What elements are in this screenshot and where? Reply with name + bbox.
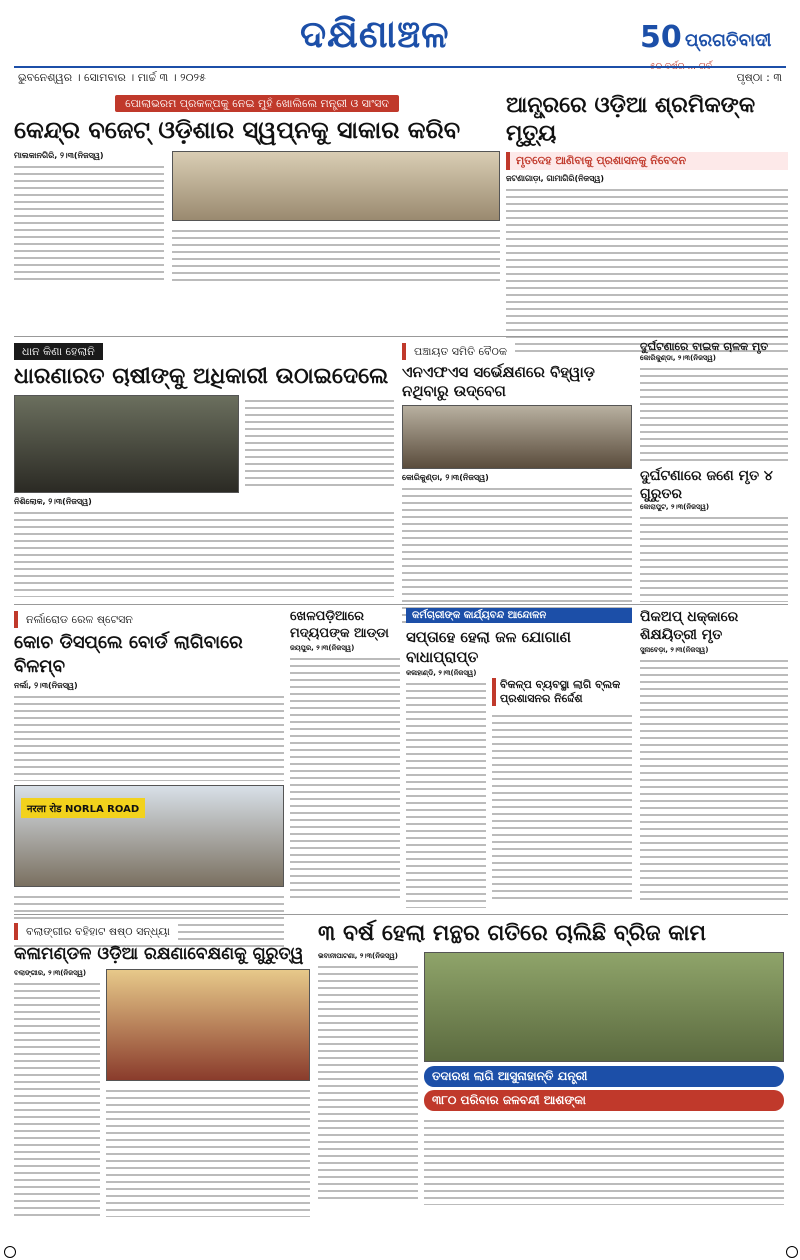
right-column [640, 340, 788, 600]
story-body [290, 653, 400, 903]
story-kalamandal [14, 920, 310, 1240]
story-pickup [640, 608, 788, 908]
story-photo [172, 151, 500, 221]
section-title: ଦକ୍ଷିଣାଞ୍ଚଳ [300, 12, 450, 56]
story-body-cont [106, 1085, 310, 1217]
story-headline[interactable]: ପିକଅପ୍ ଧକ୍କାରେ ଶିକ୍ଷୟିତ୍ରୀ ମୃତ [640, 609, 739, 643]
story-dateline: ମାଲକାନଗିରି, ୨।୩(ନିଜସ୍ୱ) [14, 151, 104, 160]
page-number: ପୃଷ୍ଠା : ୩ [736, 71, 782, 84]
date-text: ଭୁବନେଶ୍ୱର । ସୋମବାର । ମାର୍ଚ୍ଚ ୩ । ୨୦୨୫ [18, 71, 206, 84]
masthead [0, 0, 800, 88]
station-sign: नरला रोड NORLA ROAD [21, 798, 145, 818]
story-dateline: ନିଶିଲୋକ, ୨।୩(ନିଜସ୍ୱ) [14, 497, 92, 506]
story-body-cont [14, 507, 394, 597]
story-paddy [14, 340, 394, 600]
story-photo [402, 405, 632, 469]
story-dateline: କୋରିକୁଣ୍ଡା, ୨।୩(ନିଜସ୍ୱ) [640, 354, 716, 362]
story-subhead: ମୃତଦେହ ଆଣିବାକୁ ପ୍ରଶାସନକୁ ନିବେଦନ [506, 152, 788, 170]
story-body [14, 161, 164, 281]
registration-mark [786, 1246, 798, 1258]
story-water [406, 608, 632, 908]
story-body-cont [492, 710, 632, 900]
story-nfs [402, 340, 632, 600]
logo-tagline: ୫୦ ବର୍ଷର ... ଗର୍ବ [650, 62, 712, 72]
story-dateline: ଭବାନୀପାଟଣା, ୨।୩(ନିଜସ୍ୱ) [318, 952, 398, 960]
story-body [640, 363, 788, 463]
story-andhra [506, 92, 788, 332]
story-body-cont [172, 225, 500, 285]
story-headline[interactable]: କୋଚ ଡିସପ୍ଲେ ବୋର୍ଡ ଲାଗିବାରେ ବିଳମ୍ବ [14, 632, 243, 677]
story-budget [14, 92, 500, 332]
story-kicker: ଧାନ କିଣା ହେଲାନି [14, 343, 103, 360]
story-dateline: ସୁନାବେଡ଼ା, ୨।୩(ନିଜସ୍ୱ) [640, 646, 709, 654]
story-photo [106, 969, 310, 1081]
story-headline[interactable]: ଖେଳପଡ଼ିଆରେ ମଦ୍ୟପଙ୍କ ଆଡ୍ଡା [290, 609, 389, 641]
anniversary-logo: 50 [640, 20, 682, 55]
story-headline[interactable]: ୩ ବର୍ଷ ହେଲା ମନ୍ଥର ଗତିରେ ଚାଲିଛି ବ୍ରିଜ କାମ [318, 921, 706, 946]
story-kicker: ନର୍ଲାରୋଡ ରେଳ ଷ୍ଟେସନ [14, 611, 141, 628]
story-kicker: ବଲାଙ୍ଗୀର ବହିହାଟ ଷଷ୍ଠ ସନ୍ଧ୍ୟା [14, 923, 178, 940]
story-kicker: ପୋଲାଭରମ ପ୍ରକଳ୍ପକୁ ନେଇ ମୁହଁ ଖୋଲିଲେ ମନ୍ତ୍ରୀ ଓ ସାଂସଦ [115, 95, 399, 112]
photo-caption-1: ତଦାରଖ ଲାଗି ଆସୁନାହାନ୍ତି ଯନ୍ତ୍ରୀ [424, 1066, 784, 1087]
photo-caption-2: ୩୮୦ ପରିବାର ଜଳବନ୍ଦୀ ଆଶଙ୍କା [424, 1090, 784, 1111]
story-headline-2[interactable]: ଦୁର୍ଘଟଣାରେ ଜଣେ ମୃତ ୪ ଗୁରୁତର [640, 468, 773, 502]
story-body [14, 691, 284, 781]
story-body [245, 395, 394, 491]
station-photo [14, 785, 284, 887]
story-dateline: ନର୍ଲା, ୨।୩(ନିଜସ୍ୱ) [14, 681, 78, 690]
story-photo [14, 395, 239, 493]
story-dateline-2: କୋରାପୁଟ, ୨।୩(ନିଜସ୍ୱ) [640, 503, 710, 511]
divider [14, 336, 788, 337]
story-kicker: କର୍ମଚାରୀଙ୍କ କାର୍ଯ୍ୟବନ୍ଦ ଆନ୍ଦୋଳନ [406, 608, 632, 623]
story-dateline: ଜୟପୁର, ୨।୩(ନିଜସ୍ୱ) [290, 644, 355, 652]
story-body [14, 978, 100, 1218]
story-body [318, 961, 418, 1201]
story-headline[interactable]: ଏନଏଫଏସ ସର୍ଭେକ୍ଷଣରେ ବିହ୍ୱାଡ଼ ନଥିବାରୁ ଉଦ୍‌ବେଗ [402, 363, 595, 400]
story-dateline: ବଲାଙ୍ଗୀର, ୨।୩(ନିଜସ୍ୱ) [14, 969, 87, 977]
story-body [406, 678, 486, 908]
story-kicker: ପଞ୍ଚାୟତ ସମିତି ବୈଠକ [402, 343, 515, 360]
story-dateline: କୋରିକୁଣ୍ଡା, ୨।୩(ନିଜସ୍ୱ) [402, 473, 489, 482]
story-bridge [318, 920, 788, 1240]
registration-mark [4, 1246, 16, 1258]
story-body [402, 483, 632, 623]
story-station [14, 608, 284, 908]
story-headline[interactable]: କଳାମଣ୍ଡଳ ଓଡ଼ିଆ ରକ୍ଷଣାବେକ୍ଷଣକୁ ଗୁରୁତ୍ୱ [14, 944, 304, 964]
newspaper-name: ପ୍ରଗତିବାଦୀ [685, 30, 772, 51]
story-headline[interactable]: ସପ୍ତାହେ ହେଲା ଜଳ ଯୋଗାଣ ବାଧାପ୍ରାପ୍ତ [406, 628, 571, 666]
dateline-bar [14, 66, 786, 88]
story-subhead: ବିକଳ୍ପ ବ୍ୟବସ୍ଥା ଲାଗି ବ୍ଲକ ପ୍ରଶାସନର ନିର୍ଦ୍ଦେଶ [492, 678, 632, 706]
divider [14, 914, 788, 915]
story-playground [290, 608, 400, 908]
story-body [640, 655, 788, 905]
story-body-cont [424, 1115, 784, 1205]
divider [14, 604, 788, 605]
story-headline[interactable]: ଦୁର୍ଘଟଣାରେ ବାଇକ ଚାଳକ ମୃତ [640, 340, 769, 353]
story-dateline: ଜଟଣାଗାଡ଼ା, ଗାମାଗିରି(ନିଜସ୍ୱ) [506, 174, 605, 183]
story-headline[interactable]: ଧାରଣାରତ ଚାଷୀଙ୍କୁ ଅଧିକାରୀ ଉଠାଇଦେଲେ [14, 364, 389, 389]
story-dateline: କଳାହାଣ୍ଡି, ୨।୩(ନିଜସ୍ୱ) [406, 669, 477, 677]
story-headline[interactable]: ଆନ୍ଧ୍ରରେ ଓଡ଼ିଆ ଶ୍ରମିକଙ୍କ ମୃତ୍ୟୁ [506, 93, 756, 146]
bridge-photo [424, 952, 784, 1062]
story-body-2 [640, 512, 788, 602]
story-body [506, 184, 788, 354]
story-headline[interactable]: କେନ୍ଦ୍ର ବଜେଟ୍ ଓଡ଼ିଶାର ସ୍ୱପ୍ନକୁ ସାକାର କରିବ [14, 116, 461, 144]
